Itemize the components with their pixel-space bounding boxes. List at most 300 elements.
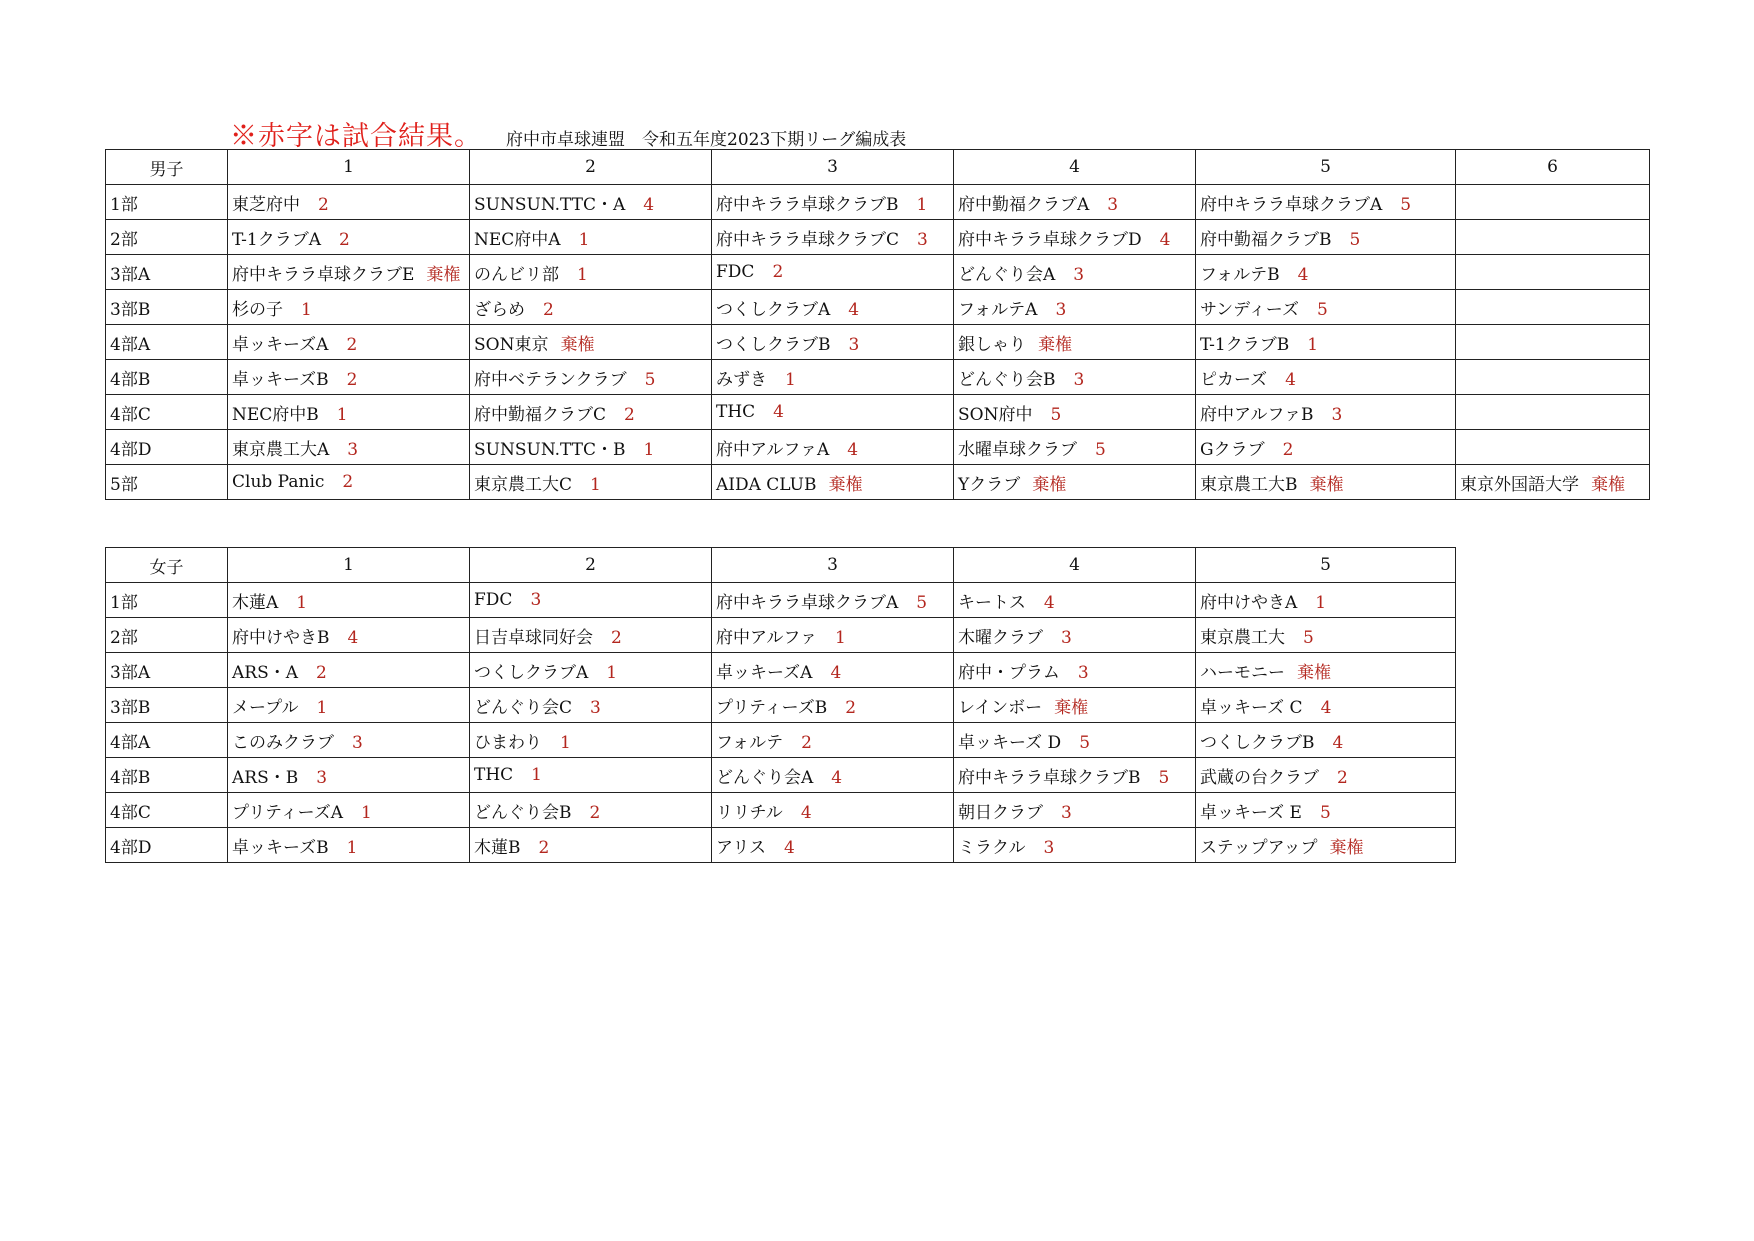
team-cell bbox=[228, 758, 470, 793]
team-cell bbox=[954, 583, 1196, 618]
team-cell bbox=[228, 583, 470, 618]
team-name: THC bbox=[716, 402, 756, 422]
team-name: どんぐり会B bbox=[958, 369, 1056, 390]
match-result: 1 bbox=[590, 474, 601, 495]
team-name: 卓ッキーズA bbox=[716, 662, 813, 683]
team-cell bbox=[712, 583, 954, 618]
team-cell bbox=[954, 220, 1196, 255]
team-name: NEC府中B bbox=[232, 404, 319, 425]
division-label: 4部C bbox=[106, 793, 228, 828]
match-result: 2 bbox=[346, 369, 358, 390]
match-result: 2 bbox=[1337, 767, 1348, 788]
team-cell bbox=[228, 723, 470, 758]
team-cell bbox=[954, 793, 1196, 828]
match-result: 棄権 bbox=[426, 264, 461, 285]
team-cell bbox=[954, 618, 1196, 653]
team-cell bbox=[1196, 185, 1456, 220]
section-label: 男子 bbox=[106, 150, 228, 185]
match-result: 3 bbox=[1061, 627, 1072, 648]
men-league-table bbox=[105, 149, 1650, 500]
match-result: 棄権 bbox=[1032, 474, 1067, 495]
team-cell bbox=[228, 430, 470, 465]
match-result: 5 bbox=[644, 369, 656, 390]
team-name: Gクラブ bbox=[1200, 439, 1265, 460]
division-label: 3部A bbox=[106, 653, 228, 688]
team-cell bbox=[228, 185, 470, 220]
table-row bbox=[106, 618, 1456, 653]
team-name: 府中キララ卓球クラブA bbox=[716, 592, 899, 613]
team-name: プリティーズB bbox=[716, 697, 828, 718]
match-result: 2 bbox=[801, 732, 812, 753]
team-name: つくしクラブB bbox=[716, 334, 831, 355]
match-result: 1 bbox=[531, 765, 542, 785]
team-name: フォルテB bbox=[1200, 264, 1280, 285]
match-result: 5 bbox=[1400, 194, 1412, 215]
team-name: 府中アルファA bbox=[716, 439, 830, 460]
division-label: 4部D bbox=[106, 828, 228, 863]
team-cell bbox=[1196, 290, 1456, 325]
team-cell bbox=[712, 618, 954, 653]
match-result: 2 bbox=[845, 697, 857, 718]
match-result: 棄権 bbox=[1297, 662, 1331, 683]
team-cell bbox=[954, 723, 1196, 758]
match-result: 4 bbox=[643, 194, 655, 215]
team-cell bbox=[712, 430, 954, 465]
team-name: 府中キララ卓球クラブB bbox=[958, 767, 1141, 788]
table-row bbox=[106, 395, 1650, 430]
team-cell bbox=[1196, 220, 1456, 255]
team-name: Yクラブ bbox=[958, 474, 1021, 495]
team-cell bbox=[1456, 290, 1650, 325]
team-name: Club Panic bbox=[232, 472, 325, 492]
team-cell bbox=[712, 255, 954, 290]
division-label: 4部A bbox=[106, 325, 228, 360]
team-cell bbox=[712, 793, 954, 828]
team-name: SUNSUN.TTC・A bbox=[474, 194, 626, 215]
team-name: リリチル bbox=[716, 802, 783, 823]
women-league-table bbox=[105, 547, 1456, 863]
team-cell bbox=[470, 430, 712, 465]
team-name: つくしクラブB bbox=[1200, 732, 1315, 753]
team-cell bbox=[1456, 255, 1650, 290]
match-result: 1 bbox=[785, 369, 796, 390]
table-row bbox=[106, 688, 1456, 723]
match-result: 1 bbox=[316, 697, 328, 718]
team-cell bbox=[1196, 360, 1456, 395]
team-name: 東京農工大C bbox=[474, 474, 573, 495]
division-label: 4部B bbox=[106, 360, 228, 395]
match-result: 棄権 bbox=[1038, 334, 1072, 355]
table-row bbox=[106, 465, 1650, 500]
division-label: 2部 bbox=[106, 220, 228, 255]
team-name: 府中けやきB bbox=[232, 627, 330, 648]
team-cell bbox=[1196, 758, 1456, 793]
division-label: 3部B bbox=[106, 290, 228, 325]
team-cell bbox=[1456, 325, 1650, 360]
red-text-note: ※赤字は試合結果。 bbox=[230, 121, 482, 152]
team-name: 卓ッキーズ E bbox=[1200, 802, 1302, 823]
team-cell bbox=[712, 758, 954, 793]
match-result: 4 bbox=[800, 802, 812, 823]
match-result: 5 bbox=[1349, 229, 1361, 250]
team-cell bbox=[712, 185, 954, 220]
team-cell bbox=[954, 828, 1196, 863]
team-name: NEC府中A bbox=[474, 229, 561, 250]
team-name: ARS・B bbox=[232, 767, 299, 788]
match-result: 1 bbox=[578, 229, 590, 250]
team-cell bbox=[470, 220, 712, 255]
team-cell bbox=[470, 290, 712, 325]
column-header: 2 bbox=[470, 548, 712, 583]
match-result: 1 bbox=[560, 732, 571, 753]
team-cell bbox=[470, 583, 712, 618]
match-result: 4 bbox=[1332, 732, 1344, 753]
column-header: 2 bbox=[470, 150, 712, 185]
match-result: 1 bbox=[296, 592, 308, 613]
team-cell bbox=[1456, 465, 1650, 500]
team-name: 水曜卓球クラブ bbox=[958, 439, 1077, 460]
team-cell bbox=[1456, 430, 1650, 465]
team-cell bbox=[712, 653, 954, 688]
team-cell bbox=[470, 325, 712, 360]
match-result: 4 bbox=[1285, 369, 1296, 390]
team-name: 府中けやきA bbox=[1200, 592, 1298, 613]
team-name: 木曜クラブ bbox=[958, 627, 1043, 648]
team-name: 卓ッキーズA bbox=[232, 334, 329, 355]
team-cell bbox=[228, 653, 470, 688]
team-cell bbox=[470, 465, 712, 500]
column-header: 6 bbox=[1456, 150, 1650, 185]
match-result: 5 bbox=[1319, 802, 1331, 823]
column-header: 3 bbox=[712, 150, 954, 185]
match-result: 棄権 bbox=[1329, 837, 1364, 858]
team-name: SON東京 bbox=[474, 334, 549, 355]
table-row bbox=[106, 583, 1456, 618]
team-name: ざらめ bbox=[474, 299, 525, 320]
team-name: T-1クラブB bbox=[1200, 334, 1290, 355]
team-cell bbox=[470, 185, 712, 220]
division-label: 2部 bbox=[106, 618, 228, 653]
team-name: ステップアップ bbox=[1200, 837, 1318, 858]
match-result: 3 bbox=[347, 439, 359, 460]
team-cell bbox=[228, 793, 470, 828]
match-result: 棄権 bbox=[560, 334, 595, 355]
team-cell bbox=[228, 220, 470, 255]
team-name: 日吉卓球同好会 bbox=[474, 627, 593, 648]
team-cell bbox=[1456, 395, 1650, 430]
team-name: ピカーズ bbox=[1200, 369, 1268, 390]
team-cell bbox=[954, 325, 1196, 360]
team-name: 東芝府中 bbox=[232, 194, 300, 215]
team-name: 木蓮B bbox=[474, 837, 521, 858]
table-row bbox=[106, 758, 1456, 793]
team-cell bbox=[228, 395, 470, 430]
team-name: 府中・プラム bbox=[958, 662, 1060, 683]
team-cell bbox=[954, 688, 1196, 723]
match-result: 2 bbox=[338, 229, 350, 250]
team-name: 杉の子 bbox=[232, 299, 283, 320]
table-row bbox=[106, 255, 1650, 290]
match-result: 2 bbox=[624, 404, 635, 425]
team-cell bbox=[1196, 325, 1456, 360]
match-result: 2 bbox=[611, 627, 622, 648]
match-result: 3 bbox=[590, 697, 601, 718]
team-name: 府中勤福クラブC bbox=[474, 404, 607, 425]
match-result: 4 bbox=[831, 767, 843, 788]
team-cell bbox=[470, 618, 712, 653]
team-cell bbox=[712, 395, 954, 430]
match-result: 2 bbox=[543, 299, 554, 320]
team-name: 府中アルファB bbox=[1200, 404, 1314, 425]
match-result: 3 bbox=[1331, 404, 1343, 425]
team-name: プリティーズA bbox=[232, 802, 344, 823]
match-result: 2 bbox=[346, 334, 358, 355]
column-header: 5 bbox=[1196, 548, 1456, 583]
team-name: フォルテA bbox=[958, 299, 1038, 320]
team-cell bbox=[228, 255, 470, 290]
match-result: 1 bbox=[336, 404, 348, 425]
match-result: 1 bbox=[834, 627, 846, 648]
team-cell bbox=[228, 618, 470, 653]
match-result: 5 bbox=[916, 592, 928, 613]
match-result: 3 bbox=[1061, 802, 1072, 823]
division-label: 1部 bbox=[106, 583, 228, 618]
team-name: 府中勤福クラブB bbox=[1200, 229, 1332, 250]
team-name: このみクラブ bbox=[232, 732, 334, 753]
team-name: THC bbox=[474, 765, 514, 785]
team-cell bbox=[1196, 653, 1456, 688]
table-row bbox=[106, 360, 1650, 395]
team-name: 府中アルファ bbox=[716, 627, 817, 648]
match-result: 4 bbox=[830, 662, 842, 683]
table-row bbox=[106, 723, 1456, 758]
team-name: つくしクラブA bbox=[716, 299, 831, 320]
team-name: 府中キララ卓球クラブE bbox=[232, 264, 415, 285]
team-cell bbox=[954, 653, 1196, 688]
match-result: 1 bbox=[301, 299, 312, 320]
header-row bbox=[106, 150, 1650, 185]
match-result: 2 bbox=[318, 194, 329, 215]
team-name: 府中キララ卓球クラブD bbox=[958, 229, 1142, 250]
match-result: 1 bbox=[643, 439, 655, 460]
match-result: 3 bbox=[1107, 194, 1119, 215]
team-name: AIDA CLUB bbox=[716, 474, 817, 495]
team-cell bbox=[470, 758, 712, 793]
team-cell bbox=[1196, 465, 1456, 500]
team-name: メープル bbox=[232, 697, 299, 718]
team-cell bbox=[470, 688, 712, 723]
team-cell bbox=[1196, 793, 1456, 828]
match-result: 4 bbox=[773, 402, 784, 422]
division-label: 4部A bbox=[106, 723, 228, 758]
match-result: 3 bbox=[1077, 662, 1089, 683]
team-name: 卓ッキーズ C bbox=[1200, 697, 1303, 718]
match-result: 3 bbox=[530, 590, 542, 610]
header-row bbox=[106, 548, 1456, 583]
column-header: 5 bbox=[1196, 150, 1456, 185]
division-label: 1部 bbox=[106, 185, 228, 220]
team-cell bbox=[470, 653, 712, 688]
division-label: 4部C bbox=[106, 395, 228, 430]
team-cell bbox=[470, 793, 712, 828]
column-header: 1 bbox=[228, 150, 470, 185]
match-result: 5 bbox=[1316, 299, 1328, 320]
team-cell bbox=[470, 828, 712, 863]
team-name: 東京農工大A bbox=[232, 439, 330, 460]
team-cell bbox=[1196, 723, 1456, 758]
match-result: 3 bbox=[316, 767, 328, 788]
team-name: 卓ッキーズB bbox=[232, 369, 329, 390]
team-cell bbox=[1456, 360, 1650, 395]
team-name: 府中キララ卓球クラブA bbox=[1200, 194, 1383, 215]
column-header: 3 bbox=[712, 548, 954, 583]
match-result: 3 bbox=[1055, 299, 1067, 320]
match-result: 5 bbox=[1303, 627, 1314, 648]
match-result: 1 bbox=[577, 264, 588, 285]
team-cell bbox=[712, 828, 954, 863]
team-cell bbox=[228, 290, 470, 325]
division-label: 3部A bbox=[106, 255, 228, 290]
team-cell bbox=[712, 290, 954, 325]
team-name: 武蔵の台クラブ bbox=[1200, 767, 1319, 788]
team-name: ハーモニー bbox=[1200, 662, 1285, 683]
match-result: 2 bbox=[538, 837, 550, 858]
match-result: 4 bbox=[1320, 697, 1332, 718]
team-cell bbox=[228, 360, 470, 395]
table-row bbox=[106, 185, 1650, 220]
team-name: どんぐり会C bbox=[474, 697, 573, 718]
match-result: 1 bbox=[606, 662, 618, 683]
match-result: 2 bbox=[589, 802, 601, 823]
division-label: 4部D bbox=[106, 430, 228, 465]
team-cell bbox=[712, 325, 954, 360]
table-row bbox=[106, 653, 1456, 688]
team-name: のんビリ部 bbox=[474, 264, 559, 285]
team-cell bbox=[954, 758, 1196, 793]
match-result: 1 bbox=[361, 802, 372, 823]
team-cell bbox=[228, 325, 470, 360]
team-name: 東京外国語大学 bbox=[1460, 474, 1579, 495]
match-result: 1 bbox=[916, 194, 928, 215]
team-name: 府中キララ卓球クラブC bbox=[716, 229, 900, 250]
match-result: 棄権 bbox=[828, 474, 863, 495]
table-row bbox=[106, 828, 1456, 863]
team-name: フォルテ bbox=[716, 732, 784, 753]
team-name: FDC bbox=[716, 262, 755, 282]
division-label: 5部 bbox=[106, 465, 228, 500]
team-name: 銀しゃり bbox=[958, 334, 1026, 355]
team-name: ひまわり bbox=[474, 732, 542, 753]
match-result: 3 bbox=[352, 732, 363, 753]
team-cell bbox=[712, 465, 954, 500]
team-name: キートス bbox=[958, 592, 1026, 613]
team-cell bbox=[1196, 395, 1456, 430]
column-header: 4 bbox=[954, 548, 1196, 583]
team-cell bbox=[1196, 618, 1456, 653]
column-header: 1 bbox=[228, 548, 470, 583]
match-result: 3 bbox=[1073, 264, 1085, 285]
match-result: 2 bbox=[342, 472, 354, 492]
team-name: どんぐり会A bbox=[716, 767, 814, 788]
team-name: 卓ッキーズB bbox=[232, 837, 329, 858]
team-cell bbox=[470, 723, 712, 758]
match-result: 5 bbox=[1095, 439, 1106, 460]
team-name: 府中ベテランクラブ bbox=[474, 369, 627, 390]
table-row bbox=[106, 220, 1650, 255]
team-cell bbox=[1196, 255, 1456, 290]
team-cell bbox=[954, 185, 1196, 220]
team-name: どんぐり会A bbox=[958, 264, 1056, 285]
match-result: 3 bbox=[848, 334, 860, 355]
match-result: 3 bbox=[917, 229, 928, 250]
team-cell bbox=[1196, 688, 1456, 723]
team-name: レインボー bbox=[958, 697, 1043, 718]
team-name: FDC bbox=[474, 590, 513, 610]
match-result: 1 bbox=[346, 837, 358, 858]
team-name: 朝日クラブ bbox=[958, 802, 1043, 823]
match-result: 2 bbox=[316, 662, 327, 683]
team-cell bbox=[712, 723, 954, 758]
match-result: 5 bbox=[1079, 732, 1091, 753]
match-result: 棄権 bbox=[1309, 474, 1344, 495]
team-name: みずき bbox=[716, 369, 767, 390]
team-name: T-1クラブA bbox=[232, 229, 321, 250]
table-row bbox=[106, 793, 1456, 828]
team-cell bbox=[470, 395, 712, 430]
match-result: 1 bbox=[1307, 334, 1319, 355]
team-cell bbox=[954, 465, 1196, 500]
team-cell bbox=[954, 430, 1196, 465]
match-result: 4 bbox=[347, 627, 359, 648]
team-cell bbox=[712, 360, 954, 395]
team-cell bbox=[1196, 430, 1456, 465]
match-result: 4 bbox=[848, 299, 860, 320]
match-result: 4 bbox=[783, 837, 795, 858]
team-cell bbox=[954, 360, 1196, 395]
match-result: 棄権 bbox=[1591, 474, 1625, 495]
team-name: ARS・A bbox=[232, 662, 298, 683]
team-cell bbox=[954, 395, 1196, 430]
team-cell bbox=[1456, 220, 1650, 255]
team-cell bbox=[470, 360, 712, 395]
team-cell bbox=[954, 290, 1196, 325]
team-cell bbox=[712, 688, 954, 723]
team-cell bbox=[228, 465, 470, 500]
team-name: サンディーズ bbox=[1200, 299, 1299, 320]
table-row bbox=[106, 290, 1650, 325]
team-cell bbox=[954, 255, 1196, 290]
team-cell bbox=[470, 255, 712, 290]
team-name: 東京農工大 bbox=[1200, 627, 1285, 648]
section-label: 女子 bbox=[106, 548, 228, 583]
team-name: SUNSUN.TTC・B bbox=[474, 439, 626, 460]
team-name: 木蓮A bbox=[232, 592, 279, 613]
team-name: つくしクラブA bbox=[474, 662, 589, 683]
team-name: SON府中 bbox=[958, 404, 1033, 425]
team-name: 卓ッキーズ D bbox=[958, 732, 1062, 753]
table-row bbox=[106, 325, 1650, 360]
match-result: 3 bbox=[1043, 837, 1055, 858]
match-result: 棄権 bbox=[1054, 697, 1089, 718]
team-name: どんぐり会B bbox=[474, 802, 572, 823]
team-cell bbox=[1456, 185, 1650, 220]
match-result: 3 bbox=[1073, 369, 1085, 390]
match-result: 5 bbox=[1050, 404, 1062, 425]
table-row bbox=[106, 430, 1650, 465]
team-cell bbox=[1196, 583, 1456, 618]
match-result: 1 bbox=[1315, 592, 1327, 613]
match-result: 4 bbox=[847, 439, 859, 460]
